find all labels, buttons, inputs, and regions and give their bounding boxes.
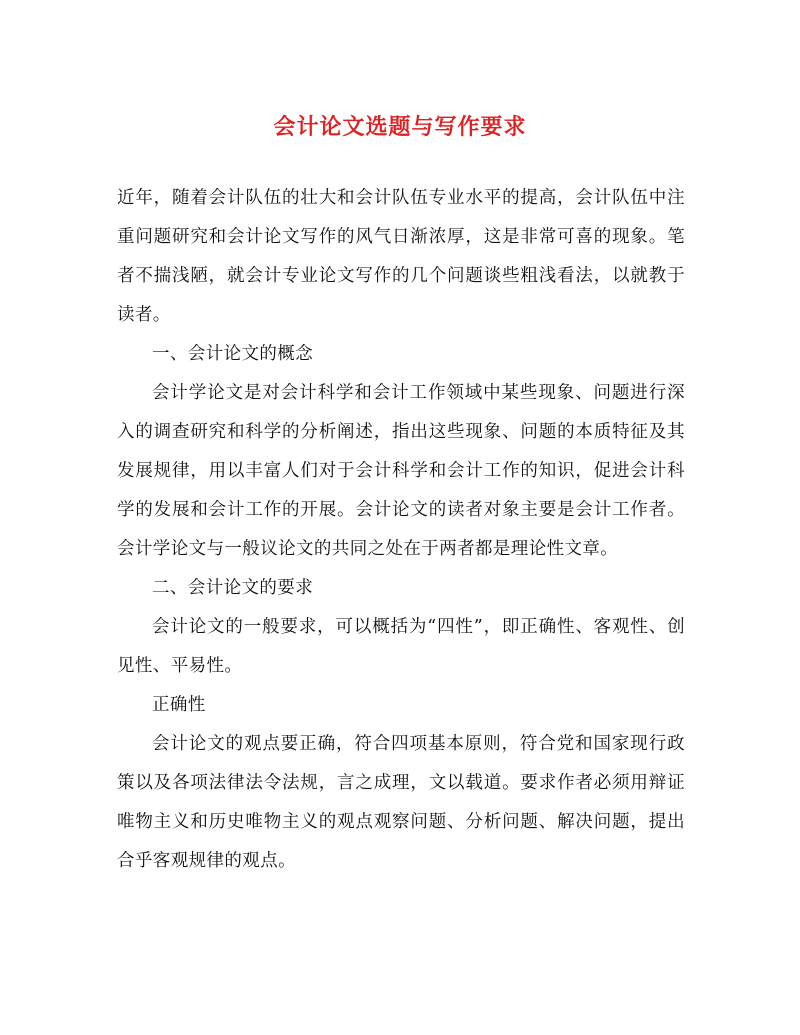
requirements-paragraph: 会计论文的一般要求，可以概括为“四性”，即正确性、客观性、创见性、平易性。	[117, 617, 685, 676]
correctness-paragraph: 会计论文的观点要正确，符合四项基本原则，符合党和国家现行政策以及各项法律法令法规，言之成理，文以载道。要求作者必须用辩证唯物主义和历史唯物主义的观点观察问题、分析问题、解决问题，提出合乎客观规律的观点。	[117, 734, 685, 871]
document-title: 会计论文选题与写作要求	[273, 114, 527, 140]
section-heading-concept: 一、会计论文的概念	[152, 344, 314, 364]
document-body	[117, 179, 685, 881]
concept-paragraph: 会计学论文是对会计科学和会计工作领域中某些现象、问题进行深入的调查研究和科学的分析阐述，指出这些现象、问题的本质特征及其发展规律，用以丰富人们对于会计科学和会计工作的知识，促进会计科学的发展和会计工作的开展。会计论文的读者对象主要是会计工作者。会计学论文与一般议论文的共同之处在于两者都是理论性文章。	[117, 383, 685, 559]
intro-paragraph: 近年，随着会计队伍的壮大和会计队伍专业水平的提高，会计队伍中注重问题研究和会计论文写作的风气日渐浓厚，这是非常可喜的现象。笔者不揣浅陋，就会计专业论文写作的几个问题谈些粗浅看法，以就教于读者。	[117, 188, 685, 325]
section-heading-requirements: 二、会计论文的要求	[152, 578, 314, 598]
subsection-heading-correctness: 正确性	[152, 695, 206, 715]
